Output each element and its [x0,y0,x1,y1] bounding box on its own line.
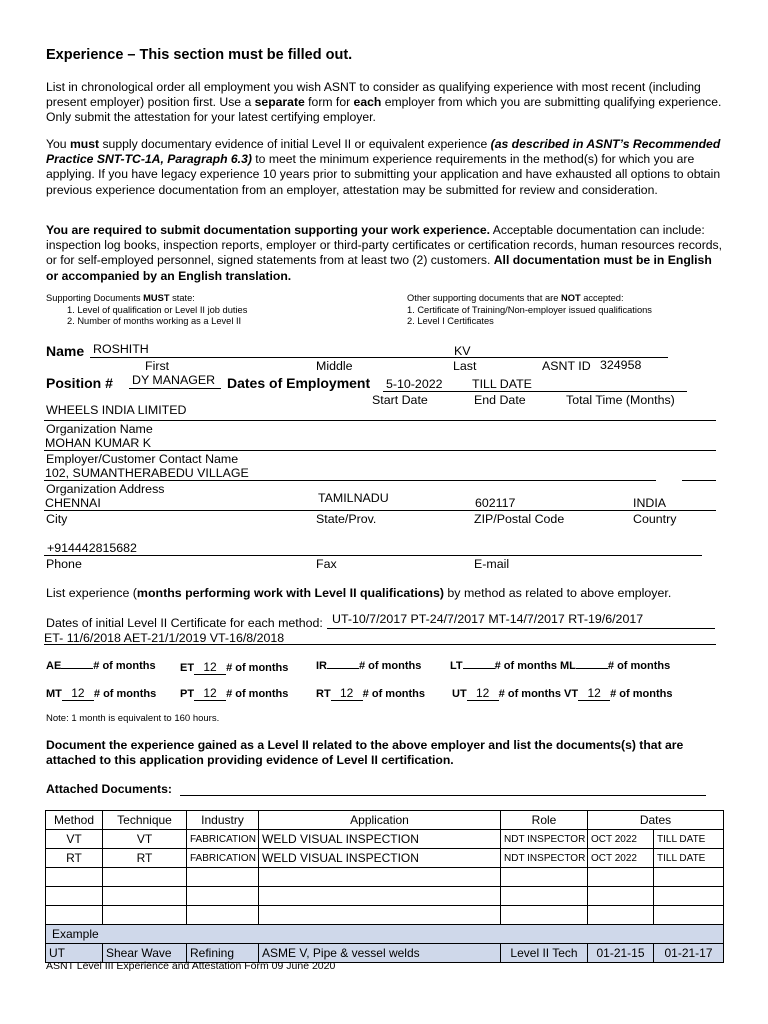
cell-application[interactable]: WELD VISUAL INSPECTION [259,830,501,849]
contact-name-underline [44,450,716,451]
example-method: UT [46,944,103,963]
list-experience-text: List experience (months performing work with Level II qualifications) by method as related to above employer. [46,586,672,600]
cell-date-start[interactable] [588,887,654,906]
supporting-doc-item: 1. Level of qualification or Level II job duties [67,304,248,315]
example-technique: Shear Wave [103,944,187,963]
contact-name-value[interactable]: MOHAN KUMAR K [45,436,152,450]
not-accepted-item: 1. Certificate of Training/Non-employer issued qualifications [407,304,652,315]
supporting-docs-must: Supporting Documents MUST state: 1. Level of qualification or Level II job duties 2. Number of months working as a Level II [46,293,248,326]
cell-role[interactable] [501,887,588,906]
address-underline [44,480,656,481]
example-label: Example [46,925,724,944]
form-footer: ASNT Level III Experience and Attestation Form 09 June 2020 [46,960,336,972]
cell-role[interactable] [501,868,588,887]
cell-technique[interactable]: RT [103,849,187,868]
example-role: Level II Tech [501,944,588,963]
cell-date-end[interactable]: TILL DATE [654,849,724,868]
position-underline [129,388,221,389]
instructions-paragraph-1: List in chronological order all employment you wish ASNT to consider as qualifying experience with most recent (including present employer) position first. Use a separate form for each employer from which you are submitting qualifying experience. Only submit the attestation for your latest certifying employer. [46,80,722,125]
initial-cert-underline-2 [44,644,716,645]
fax-label: Fax [316,557,337,571]
supporting-docs-not-accepted: Other supporting documents that are NOT accepted: 1. Certificate of Training/Non-employer issued qualifications 2. Level I Certificates [407,293,652,326]
cell-industry[interactable]: FABRICATION [187,830,259,849]
table-row [46,830,724,849]
table-row [46,849,724,868]
example-application: ASME V, Pipe & vessel welds [259,944,501,963]
country-value[interactable]: INDIA [633,496,667,510]
method-ml-months-input[interactable] [576,668,608,669]
cell-method[interactable]: VT [46,830,103,849]
cell-technique[interactable]: VT [103,830,187,849]
total-time-label: Total Time (Months) [566,393,675,407]
end-date-value[interactable]: TILL DATE [472,377,532,391]
organization-name-underline [44,420,716,421]
end-date-label: End Date [474,393,526,407]
table-row [46,906,724,925]
asnt-id-label: ASNT ID [542,359,591,373]
cell-date-start[interactable] [588,868,654,887]
cell-date-start[interactable] [588,906,654,925]
method-vt-months-input[interactable]: 12 [578,686,610,701]
cell-industry[interactable] [187,906,259,925]
method-et-months: ET 12 # of months [180,660,289,674]
cell-application[interactable] [259,887,501,906]
hours-note: Note: 1 month is equivalent to 160 hours. [46,713,220,724]
address-value[interactable]: 102, SUMANTHERABEDU VILLAGE [45,466,249,480]
not-accepted-item: 2. Level I Certificates [407,316,494,326]
cell-technique[interactable] [103,868,187,887]
organization-name-value[interactable]: WHEELS INDIA LIMITED [46,403,187,417]
dates-of-employment-label: Dates of Employment [227,375,371,391]
cell-industry[interactable] [187,887,259,906]
cell-date-end[interactable] [654,906,724,925]
header-role: Role [501,811,588,830]
first-name-value[interactable]: ROSHITH [93,342,149,356]
table-row [46,868,724,887]
experience-table [45,810,724,963]
name-underline [90,357,668,358]
last-name-value[interactable]: KV [454,344,471,358]
asnt-id-value[interactable]: 324958 [600,358,642,372]
cell-industry[interactable]: FABRICATION [187,849,259,868]
header-dates: Dates [588,811,724,830]
cell-technique[interactable] [103,906,187,925]
method-mt-months: MT 12 # of months [46,686,157,700]
start-date-value[interactable]: 5-10-2022 [386,377,443,391]
cell-date-end[interactable] [654,887,724,906]
email-label: E-mail [474,557,510,571]
cell-role[interactable]: NDT INSPECTOR [501,830,588,849]
instructions-paragraph-2: You must supply documentary evidence of initial Level II or equivalent experience (as described in ASNT’s Recommended Practice SNT-TC-1A, Paragraph 6.3) to meet the minimum experience requirements in the method(s) for which you are applying. If you have legacy experience 10 years prior to submitting your application and have exhausted all options to obtain previous experience documentation from an employer, attestation may be submitted for review and consideration. [46,137,721,197]
initial-cert-line-2[interactable]: ET- 11/6/2018 AET-21/1/2019 VT-16/8/2018 [44,631,285,645]
cell-method[interactable] [46,887,103,906]
dates-underline [383,391,687,392]
cell-technique[interactable] [103,887,187,906]
method-rt-months: RT 12 # of months [316,686,426,700]
position-value[interactable]: DY MANAGER [132,373,216,387]
phone-underline [44,555,702,556]
start-date-label: Start Date [372,393,428,407]
supporting-doc-item: 2. Number of months working as a Level II [67,316,242,326]
attached-documents-line[interactable] [180,795,706,796]
cell-role[interactable]: NDT INSPECTOR [501,849,588,868]
cell-date-start[interactable]: OCT 2022 [588,830,654,849]
cell-industry[interactable] [187,868,259,887]
cell-application[interactable]: WELD VISUAL INSPECTION [259,849,501,868]
contact-name-label: Employer/Customer Contact Name [46,452,239,466]
cell-application[interactable] [259,868,501,887]
city-underline [44,510,716,511]
example-date-start: 01-21-15 [588,944,654,963]
country-label: Country [633,512,677,526]
table-row [46,887,724,906]
attached-documents-label: Attached Documents: [46,782,172,796]
organization-name-label: Organization Name [46,422,153,436]
cell-method[interactable]: RT [46,849,103,868]
header-industry: Industry [187,811,259,830]
initial-cert-line-1[interactable]: UT-10/7/2017 PT-24/7/2017 MT-14/7/2017 RT-19/6/2017 [332,612,644,626]
address-label: Organization Address [46,482,165,496]
phone-label: Phone [46,557,82,571]
method-lt-months: LT # of months ML # of months [450,660,671,672]
zip-label: ZIP/Postal Code [474,512,565,526]
header-method: Method [46,811,103,830]
cell-role[interactable] [501,906,588,925]
cell-method[interactable] [46,906,103,925]
cell-method[interactable] [46,868,103,887]
zip-value[interactable]: 602117 [475,496,516,510]
method-ae-months: AE # of months [46,660,156,672]
phone-value[interactable]: +914442815682 [47,541,137,555]
initial-cert-label: Dates of initial Level II Certificate for each method: [46,616,323,630]
cell-application[interactable] [259,906,501,925]
table-header-row [46,811,724,830]
method-pt-months: PT 12 # of months [180,686,289,700]
city-label: City [46,512,68,526]
name-label: Name [46,343,85,359]
last-label: Last [453,359,477,373]
address-underline-end [682,480,716,481]
cell-date-end[interactable]: TILL DATE [654,830,724,849]
cell-date-start[interactable]: OCT 2022 [588,849,654,868]
state-label: State/Prov. [316,512,377,526]
instructions-paragraph-3: You are required to submit documentation supporting your work experience. Acceptable documentation can include: inspection log books, inspection reports, employer or third-party certificates or certification records, human resources records, or for self-employed personnel, signed statements from at least two (2) customers. All documentation must be in English or accompanied by an English translation. [46,223,723,283]
cell-date-end[interactable] [654,868,724,887]
example-industry: Refining [187,944,259,963]
example-date-end: 01-21-17 [654,944,724,963]
state-value[interactable]: TAMILNADU [318,491,389,505]
first-label: First [145,359,170,373]
example-label-row [46,925,724,944]
header-technique: Technique [103,811,187,830]
initial-cert-underline-1 [327,628,715,629]
header-application: Application [259,811,501,830]
middle-label: Middle [316,359,353,373]
position-label: Position # [46,375,113,391]
method-ir-months: IR # of months [316,660,422,672]
document-experience-instruction: Document the experience gained as a Level II related to the above employer and list the documents(s) that are attached to this application providing evidence of Level II certification. [46,738,684,768]
section-title: Experience – This section must be filled out. [46,47,353,63]
city-value[interactable]: CHENNAI [45,496,101,510]
method-ut-months: UT 12 # of months VT 12 # of months [452,686,673,700]
